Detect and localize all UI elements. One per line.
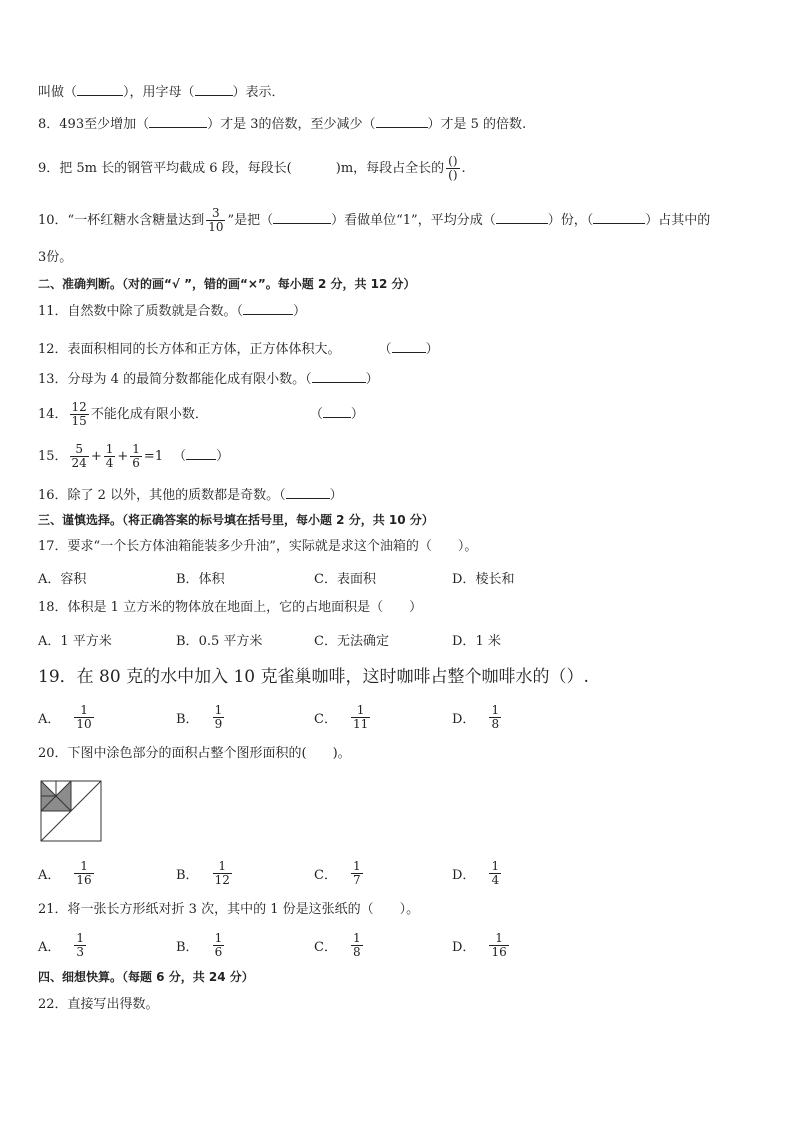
question-16: 16．除了 2 以外，其他的质数都是奇数。（ ） — [38, 488, 343, 503]
question-12: 12．表面积相同的长方体和正方体，正方体体积大。 （ ） — [38, 342, 439, 357]
section-4-title: 四、细想快算。（每题 6 分，共 24 分） — [38, 970, 254, 984]
option-a[interactable]: A． 容积 — [38, 571, 87, 587]
option-d[interactable]: D． $\frac{1}{4}$ — [452, 858, 500, 887]
option-c[interactable]: C． 无法确定 — [314, 633, 389, 649]
answer-blank[interactable] — [77, 83, 123, 96]
answer-blank[interactable] — [312, 370, 366, 383]
option-d[interactable]: D． $\frac{1}{8}$ — [452, 702, 500, 731]
question-10-continued: 3份。 — [38, 250, 73, 265]
option-a[interactable]: A． $\frac{1}{16}$ — [38, 858, 92, 887]
fraction: $\frac{12}{15}$ — [71, 400, 87, 428]
option-a[interactable]: A． $\frac{1}{10}$ — [38, 702, 92, 731]
option-c[interactable]: C． $\frac{1}{8}$ — [314, 930, 361, 959]
section-3-title: 三、谨慎选择。（将正确答案的标号填在括号里，每小题 2 分，共 10 分） — [38, 513, 434, 527]
option-d[interactable]: D． 棱长和 — [452, 571, 515, 587]
question-15: 15． $\frac{5}{24}$ + $\frac{1}{4}$ + $\frac{1}{6}$ =1 （ ） — [38, 442, 230, 470]
option-b[interactable]: B． $\frac{1}{12}$ — [176, 858, 230, 887]
answer-blank[interactable] — [392, 340, 426, 353]
fraction: $\frac{()}{()}$ — [448, 154, 458, 182]
answer-blank[interactable] — [149, 115, 207, 128]
option-c[interactable]: C． 表面积 — [314, 571, 376, 587]
question-8: 8．493至少增加（ ）才是 3的倍数，至少减少（ ）才是 5 的倍数. — [38, 117, 527, 132]
question-14: 14． $\frac{12}{15}$ 不能化成有限小数． （ ） — [38, 400, 364, 428]
question-20: 20．下图中涂色部分的面积占整个图形面积的( )。 — [38, 746, 351, 761]
option-a[interactable]: A． $\frac{1}{3}$ — [38, 930, 85, 959]
option-a[interactable]: A． 1 平方米 — [38, 633, 112, 649]
option-c[interactable]: C． $\frac{1}{11}$ — [314, 702, 369, 731]
option-b[interactable]: B． 0.5 平方米 — [176, 633, 263, 649]
answer-blank[interactable] — [323, 405, 351, 418]
question-22: 22．直接写出得数。 — [38, 997, 159, 1012]
shaded-square-figure — [40, 780, 102, 842]
fraction: $\frac{5}{24}$ — [71, 442, 87, 470]
question-7-continued: 叫做（ ），用字母（ ）表示． — [38, 85, 285, 100]
question-9: 9．把 5m 长的钢管平均截成 6 段，每段长( )m，每段占全长的 $\frac{()}{()}$ . — [38, 154, 466, 182]
answer-blank[interactable] — [376, 115, 428, 128]
fraction: $\frac{3}{10}$ — [208, 206, 224, 234]
answer-blank[interactable] — [593, 211, 645, 224]
question-10: 10．“一杯红糖水含糖量达到 $\frac{3}{10}$ ”是把（ ）看做单位“1”，平均分成（ ）份，（ ）占其中的 — [38, 206, 711, 234]
question-13: 13．分母为 4 的最简分数都能化成有限小数。（ ） — [38, 372, 379, 387]
answer-blank[interactable] — [273, 211, 331, 224]
section-2-title: 二、准确判断。（对的画“√ ”，错的画“×”。每小题 2 分，共 12 分） — [38, 277, 416, 291]
answer-blank[interactable] — [286, 486, 330, 499]
option-c[interactable]: C． $\frac{1}{7}$ — [314, 858, 361, 887]
option-d[interactable]: D． 1 米 — [452, 633, 501, 649]
option-b[interactable]: B． 体积 — [176, 571, 225, 587]
fraction: $\frac{1}{6}$ — [132, 442, 140, 470]
question-18: 18．体积是 1 立方米的物体放在地面上，它的占地面积是（ ） — [38, 600, 423, 615]
question-19: 19．在 80 克的水中加入 10 克雀巢咖啡，这时咖啡占整个咖啡水的（）. — [38, 667, 589, 687]
answer-blank[interactable] — [496, 211, 548, 224]
option-b[interactable]: B． $\frac{1}{6}$ — [176, 930, 223, 959]
question-11: 11．自然数中除了质数就是合数。（ ） — [38, 304, 307, 319]
option-b[interactable]: B． $\frac{1}{9}$ — [176, 702, 223, 731]
question-17: 17．要求“一个长方体油箱能装多少升油”，实际就是求这个油箱的（ ）。 — [38, 539, 478, 554]
fraction: $\frac{1}{4}$ — [105, 442, 114, 470]
question-21: 21．将一张长方形纸对折 3 次，其中的 1 份是这张纸的（ ）。 — [38, 902, 420, 917]
answer-blank[interactable] — [243, 302, 293, 315]
answer-blank[interactable] — [186, 447, 216, 460]
answer-blank[interactable] — [195, 83, 233, 96]
option-d[interactable]: D． $\frac{1}{16}$ — [452, 930, 507, 959]
